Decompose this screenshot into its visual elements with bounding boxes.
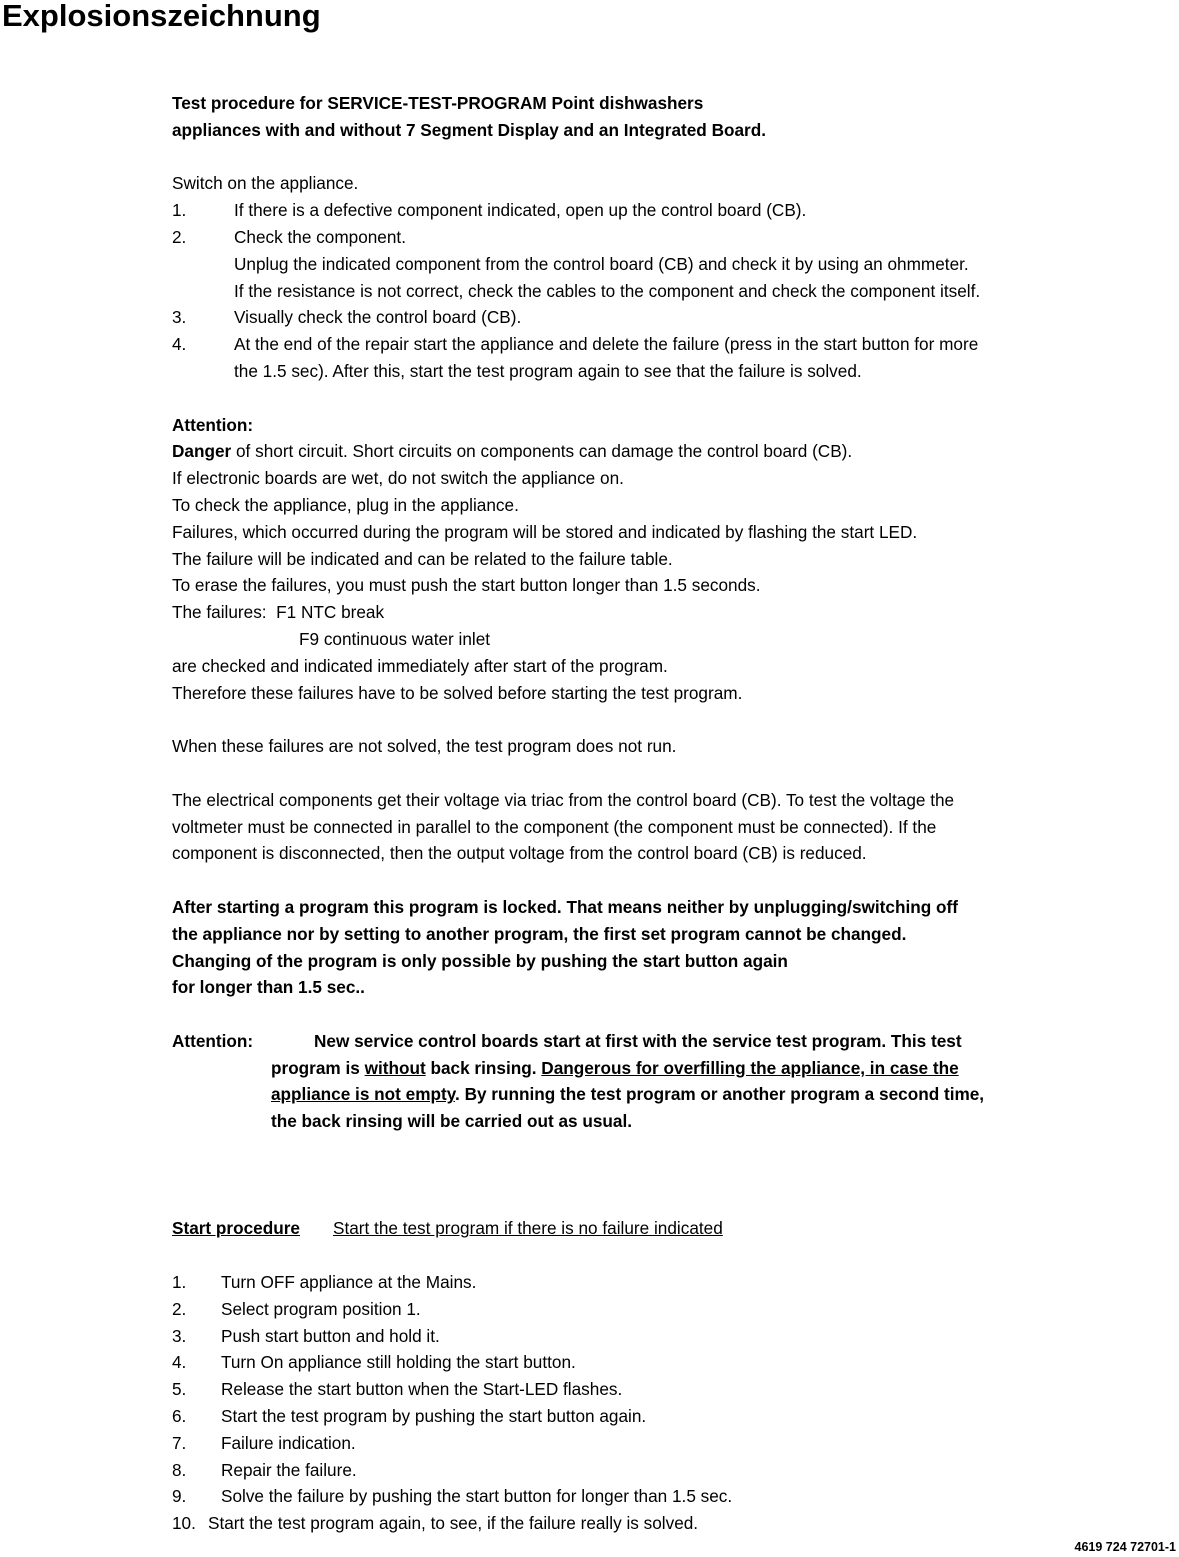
document-body <box>172 90 1177 1537</box>
repair-steps-list <box>172 197 1177 385</box>
list-item: 4. Turn On appliance still holding the start button. <box>172 1352 576 1373</box>
list-item: 8. Repair the failure. <box>172 1459 357 1480</box>
danger-line: Danger of short circuit. Short circuits on components can damage the control board (CB). <box>172 441 853 462</box>
list-item: 7. Failure indication. <box>172 1432 356 1453</box>
intro-text: Switch on the appliance. <box>172 173 359 194</box>
locked-line: Changing of the program is only possible by pushing the start button again <box>172 950 788 971</box>
failures-label: The failures: <box>172 602 267 623</box>
failure-f1: F1 NTC break <box>276 602 385 623</box>
not-solved-text: When these failures are not solved, the test program does not run. <box>172 736 677 757</box>
page-title: Explosionszeichnung <box>2 0 321 33</box>
list-item: 2. Select program position 1. <box>172 1298 421 1319</box>
electrical-line: component is disconnected, then the output voltage from the control board (CB) is reduced. <box>172 843 867 864</box>
attention-line: If electronic boards are wet, do not switch the appliance on. <box>172 468 624 489</box>
locked-line: for longer than 1.5 sec.. <box>172 977 365 998</box>
step-number: 3. <box>172 307 187 328</box>
attention2-line-3: appliance is not empty. By running the test program or another program a second time, <box>271 1084 985 1105</box>
locked-line: After starting a program this program is locked. That means neither by unplugging/switching off <box>172 896 958 917</box>
list-item: 6. Start the test program by pushing the start button again. <box>172 1406 647 1427</box>
attention-line: are checked and indicated immediately after start of the program. <box>172 655 668 676</box>
attention-line: To erase the failures, you must push the start button longer than 1.5 seconds. <box>172 575 761 596</box>
electrical-line: The electrical components get their voltage via triac from the control board (CB). To test the voltage the <box>172 789 955 810</box>
heading-line-1: Test procedure for SERVICE-TEST-PROGRAM Point dishwashers <box>172 93 704 113</box>
list-item-continuation: the 1.5 sec). After this, start the test program again to see that the failure is solved. <box>234 360 862 381</box>
document-code: 4619 724 72701-1 <box>1074 1540 1176 1554</box>
attention-line: Therefore these failures have to be solved before starting the test program. <box>172 682 743 703</box>
locked-line: the appliance nor by setting to another program, the first set program cannot be changed. <box>172 923 907 944</box>
list-item-continuation: If the resistance is not correct, check the cables to the component and check the component itself. <box>234 280 981 301</box>
list-item: 3. Visually check the control board (CB). <box>172 304 1177 331</box>
heading-line-2: appliances with and without 7 Segment Display and an Integrated Board. <box>172 119 767 140</box>
failure-f9: F9 continuous water inlet <box>299 628 491 649</box>
attention2-label: Attention: <box>172 1030 254 1051</box>
attention2-line-4: the back rinsing will be carried out as usual. <box>271 1111 633 1132</box>
start-steps-list <box>172 1269 1177 1537</box>
list-item: 3. Push start button and hold it. <box>172 1325 440 1346</box>
danger-word: Danger <box>172 441 232 462</box>
start-procedure-heading <box>172 1215 1177 1242</box>
failures-line <box>172 599 1177 626</box>
attention-line: To check the appliance, plug in the appliance. <box>172 494 519 515</box>
list-item: 9. Solve the failure by pushing the start button for longer than 1.5 sec. <box>172 1486 733 1507</box>
list-item: 1. If there is a defective component indicated, open up the control board (CB). <box>172 197 1177 224</box>
list-item: 4. At the end of the repair start the appliance and delete the failure (press in the start button for more <box>172 331 1177 358</box>
attention-heading: Attention: <box>172 414 254 435</box>
start-procedure-text: Start the test program if there is no failure indicated <box>332 1218 723 1239</box>
list-item-continuation: Unplug the indicated component from the control board (CB) and check it by using an ohmmeter. <box>234 253 969 274</box>
list-item: 1. Turn OFF appliance at the Mains. <box>172 1272 477 1293</box>
attention-line: The failure will be indicated and can be related to the failure table. <box>172 548 673 569</box>
attention2-line-2: program is without back rinsing. Dangerous for overfilling the appliance, in case the <box>271 1057 959 1078</box>
list-item: 2. Check the component. <box>172 224 1177 251</box>
list-item: 5. Release the start button when the Start-LED flashes. <box>172 1379 623 1400</box>
step-number: 4. <box>172 334 187 355</box>
step-number: 1. <box>172 200 187 221</box>
list-item: 10. Start the test program again, to see, if the failure really is solved. <box>172 1513 699 1534</box>
attention2-line-1: Attention: New service control boards start at first with the service test program. This test <box>172 1028 1177 1055</box>
step-number: 2. <box>172 226 187 247</box>
electrical-line: voltmeter must be connected in parallel to the component (the component must be connected). If the <box>172 816 937 837</box>
attention-line: Failures, which occurred during the program will be stored and indicated by flashing the start LED. <box>172 521 918 542</box>
start-procedure-label: Start procedure <box>172 1218 300 1239</box>
